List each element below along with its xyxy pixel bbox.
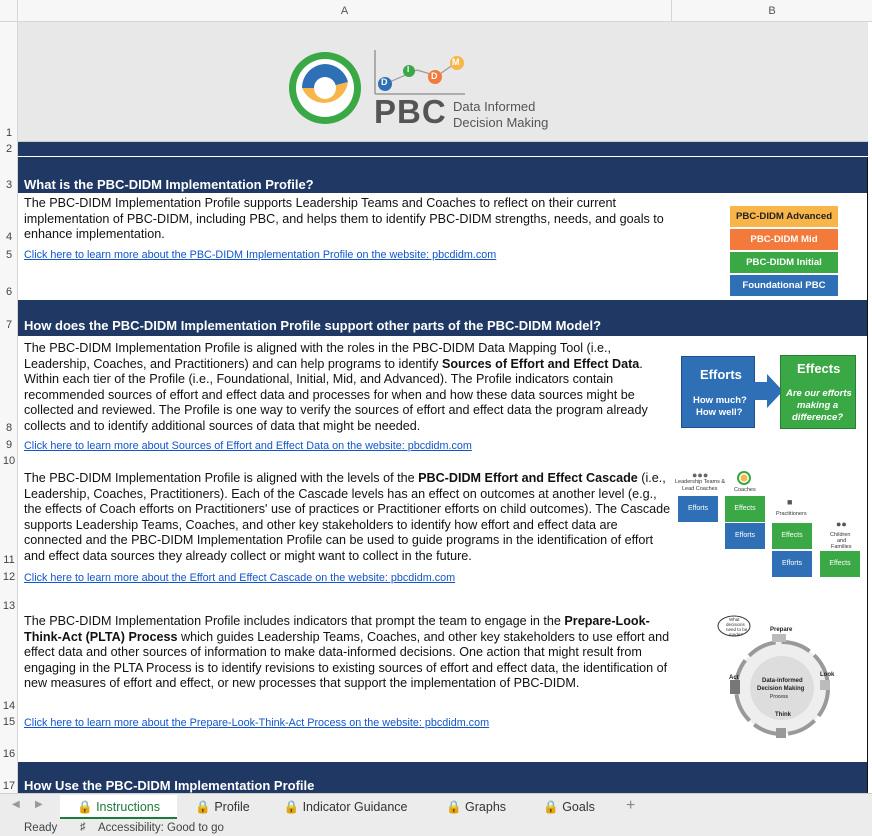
row-header-6[interactable]: 6 xyxy=(5,286,13,298)
row-header-14[interactable]: 14 xyxy=(2,700,16,712)
plta-text-a: The PBC-DIDM Implementation Profile includes indicators that prompt the team to engage in the xyxy=(24,614,565,628)
cascade-practitioner-icon: ■ xyxy=(787,497,793,507)
data-mapping-text-c: . Within each tier of the Profile (i.e., Foundational, Initial, Mid, and Advanced). The Profile indicators contain recommended sources of effort and effect data and processes for when and how these data sources might be collected and reviewed. The Profile is one way to verify the sources of effort and effect data the program already collects and to identify additional sources of data that might be needed. xyxy=(24,356,648,433)
cascade-practitioners-label: Practitioners xyxy=(776,511,807,517)
cascade-leadership-efforts: Efforts xyxy=(678,496,718,522)
lock-icon: 🔒 xyxy=(283,800,300,814)
cascade-coaches-logo-icon xyxy=(736,470,752,486)
row-header-8[interactable]: 8 xyxy=(5,422,13,434)
cascade-text-c: (i.e., Leadership, Coaches, Practitioners). Each of the Cascade levels has an effect on outcomes at another level (e.g., the effects of Coach efforts on Practitioners' use of practices or Practitioner efforts on child outcomes). The Cascade supports Leadership Teams, Coaches, and other key stakeholders to identify how effort and effect data are connected and the PBC-DIDM Implementation Profile can be used to guide programs in the identification of effort and effect data sources they already collect or might want to collect in the future. xyxy=(24,471,671,563)
logo-tagline-1: Data Informed xyxy=(453,99,536,114)
cascade-leadership-label-2: Lead Coaches xyxy=(682,486,718,492)
cascade-paragraph xyxy=(24,471,674,565)
section-title-how-use: How Use the PBC-DIDM Implementation Profile xyxy=(24,778,315,793)
plta-paragraph xyxy=(24,614,674,692)
tab-profile[interactable] xyxy=(180,795,265,819)
cascade-practitioner-efforts: Efforts xyxy=(772,551,812,577)
row-header-1[interactable]: 1 xyxy=(5,127,13,139)
cascade-practitioner-effects: Effects xyxy=(772,523,812,549)
cascade-coaches-label: Coaches xyxy=(734,487,756,493)
column-b-edge xyxy=(867,157,868,793)
logo-letter-d2: D xyxy=(431,71,438,81)
plta-bubble-text-4: made? xyxy=(729,632,743,637)
tab-instructions[interactable] xyxy=(60,795,177,819)
what-is-paragraph: The PBC-DIDM Implementation Profile supports Leadership Teams and Coaches to reflect on their current implementation of PBC-DIDM, including PBC, and helps them to identify PBC-DIDM strengths, needs, and goals to enhance implementation. xyxy=(24,196,664,242)
row-header-5[interactable]: 5 xyxy=(5,249,13,261)
plta-text-c: which guides Leadership Teams, Coaches, and other key stakeholders to use effort and effect data and other sources of information to make data-informed decisions. One action that might result from engaging in the PLTA Process is to identify revisions to existing sources of effort and effect data, the identification of new measures of effort and effect, or new processes that support the implementation of PBC-DIDM. xyxy=(24,629,670,691)
row-header-16[interactable]: 16 xyxy=(2,748,16,760)
cascade-coach-efforts: Efforts xyxy=(725,523,765,549)
column-header-b[interactable]: B xyxy=(672,0,872,22)
tab-graphs-label: Graphs xyxy=(465,800,507,814)
plta-prepare-label: Prepare xyxy=(770,627,793,633)
cascade-coach-effects: Effects xyxy=(725,496,765,522)
effects-title: Effects xyxy=(797,361,841,376)
plta-bubble-text-2: decisions xyxy=(726,622,745,627)
section-title-how-does: How does the PBC-DIDM Implementation Profile support other parts of the PBC-DIDM Model? xyxy=(24,318,602,333)
logo-letter-m: M xyxy=(452,57,460,67)
cascade-people-icon: ●●● xyxy=(692,470,709,480)
tab-profile-label: Profile xyxy=(214,800,250,814)
plta-act-label: Act xyxy=(729,675,739,681)
cascade-children-label-2: and xyxy=(837,538,847,544)
efforts-title: Efforts xyxy=(700,367,742,382)
divider-band xyxy=(18,142,868,156)
tab-goals[interactable] xyxy=(529,795,609,819)
plta-think-label: Think xyxy=(775,712,791,718)
efforts-sub-1: How much? xyxy=(693,395,747,406)
row-header-7[interactable]: 7 xyxy=(5,319,13,331)
logo-tagline-2: Decision Making xyxy=(453,115,549,130)
cascade-children-effects: Effects xyxy=(820,551,860,577)
row-header-11[interactable]: 11 xyxy=(3,554,15,566)
logo-letter-i: I xyxy=(407,65,410,74)
row-header-10[interactable]: 10 xyxy=(2,455,16,467)
add-sheet-button[interactable]: + xyxy=(626,797,636,814)
plta-bubble-text-3: need to be xyxy=(726,627,748,632)
data-mapping-text-bold: Sources of Effort and Effect Data xyxy=(441,356,640,371)
logo-brand: PBC xyxy=(374,93,447,130)
row-header-17[interactable]: 17 xyxy=(2,780,16,792)
cascade-text-bold: PBC-DIDM Effort and Effect Cascade xyxy=(418,471,638,485)
lock-icon: 🔒 xyxy=(77,800,93,814)
row-header-12[interactable]: 12 xyxy=(2,571,16,583)
plta-center-label-2: Decision Making xyxy=(757,686,805,692)
effects-sub-3: difference? xyxy=(792,412,844,423)
row-header-13[interactable]: 13 xyxy=(2,600,16,612)
tab-graphs[interactable] xyxy=(426,795,526,819)
level-initial: PBC-DIDM Initial xyxy=(730,252,838,273)
logo-letter-d1: D xyxy=(381,77,388,87)
tab-scroll-right-icon[interactable]: ▶ xyxy=(35,799,43,810)
tab-goals-label: Goals xyxy=(562,800,595,814)
tab-indicator-guidance[interactable] xyxy=(268,795,423,819)
sheet-tab-bar xyxy=(0,793,872,819)
lock-icon: 🔒 xyxy=(445,800,462,814)
lock-icon: 🔒 xyxy=(543,800,559,814)
link-implementation-profile[interactable]: Click here to learn more about the PBC-DIDM Implementation Profile on the website: pbcdidm.com xyxy=(24,249,497,261)
tab-instructions-label: Instructions xyxy=(96,800,160,814)
plta-center-label-3: Process xyxy=(770,694,789,700)
cascade-leadership-label-1: Leadership Teams & xyxy=(675,479,726,485)
status-bar xyxy=(0,819,872,836)
effects-sub-2: making a xyxy=(797,400,839,411)
status-accessibility[interactable]: Accessibility: Good to go xyxy=(98,822,224,834)
plta-bubble-text-1: What xyxy=(729,617,740,622)
link-prepare-look-think-act[interactable]: Click here to learn more about the Prepare-Look-Think-Act Process on the website: pbcdidm.com xyxy=(24,717,490,729)
status-ready: Ready xyxy=(24,822,58,834)
effects-sub-1: Are our efforts xyxy=(786,388,852,399)
section-title-what-is: What is the PBC-DIDM Implementation Profile? xyxy=(24,177,314,192)
plta-center-label-1: Data-informed xyxy=(762,678,803,684)
data-mapping-text-a: The PBC-DIDM Implementation Profile is aligned with the roles in the PBC-DIDM Data Mapping Tool (i.e., Leadership, Coaches, and Practitioners) and can help programs to identify xyxy=(24,341,612,371)
column-header-a[interactable]: A xyxy=(18,0,672,22)
cascade-text-a: The PBC-DIDM Implementation Profile is aligned with the levels of the xyxy=(24,471,419,485)
data-mapping-paragraph xyxy=(24,341,674,435)
row-header-2[interactable]: 2 xyxy=(5,143,13,155)
tab-indicator-guidance-label: Indicator Guidance xyxy=(302,800,408,814)
plta-look-label: Look xyxy=(820,672,835,678)
lock-icon: 🔒 xyxy=(195,800,211,814)
arrow-icon xyxy=(753,374,783,408)
row-header-3[interactable]: 3 xyxy=(5,179,13,191)
level-mid: PBC-DIDM Mid xyxy=(730,229,838,250)
link-sources-effort-effect[interactable]: Click here to learn more about Sources of Effort and Effect Data on the website: pbcdidm.com xyxy=(24,440,472,452)
row-header-15[interactable]: 15 xyxy=(2,716,16,728)
level-foundational: Foundational PBC xyxy=(730,275,838,296)
cascade-children-label-3: Families xyxy=(831,544,852,550)
row-header-4[interactable]: 4 xyxy=(5,231,13,243)
row-header-9[interactable]: 9 xyxy=(5,439,13,451)
accessibility-icon[interactable]: ♯ xyxy=(80,821,86,833)
cascade-children-icon: ●● xyxy=(836,519,847,529)
efforts-sub-2: How well? xyxy=(696,407,743,418)
plta-text-bold: Prepare-Look-Think-Act (PLTA) Process xyxy=(24,614,650,644)
corner-cell[interactable] xyxy=(0,0,18,22)
level-advanced: PBC-DIDM Advanced xyxy=(730,206,838,227)
cascade-children-label-1: Children xyxy=(830,532,851,538)
link-effort-effect-cascade[interactable]: Click here to learn more about the Effort and Effect Cascade on the website: pbcdidm.com xyxy=(24,572,456,584)
tab-scroll-left-icon[interactable]: ◀ xyxy=(12,799,20,810)
